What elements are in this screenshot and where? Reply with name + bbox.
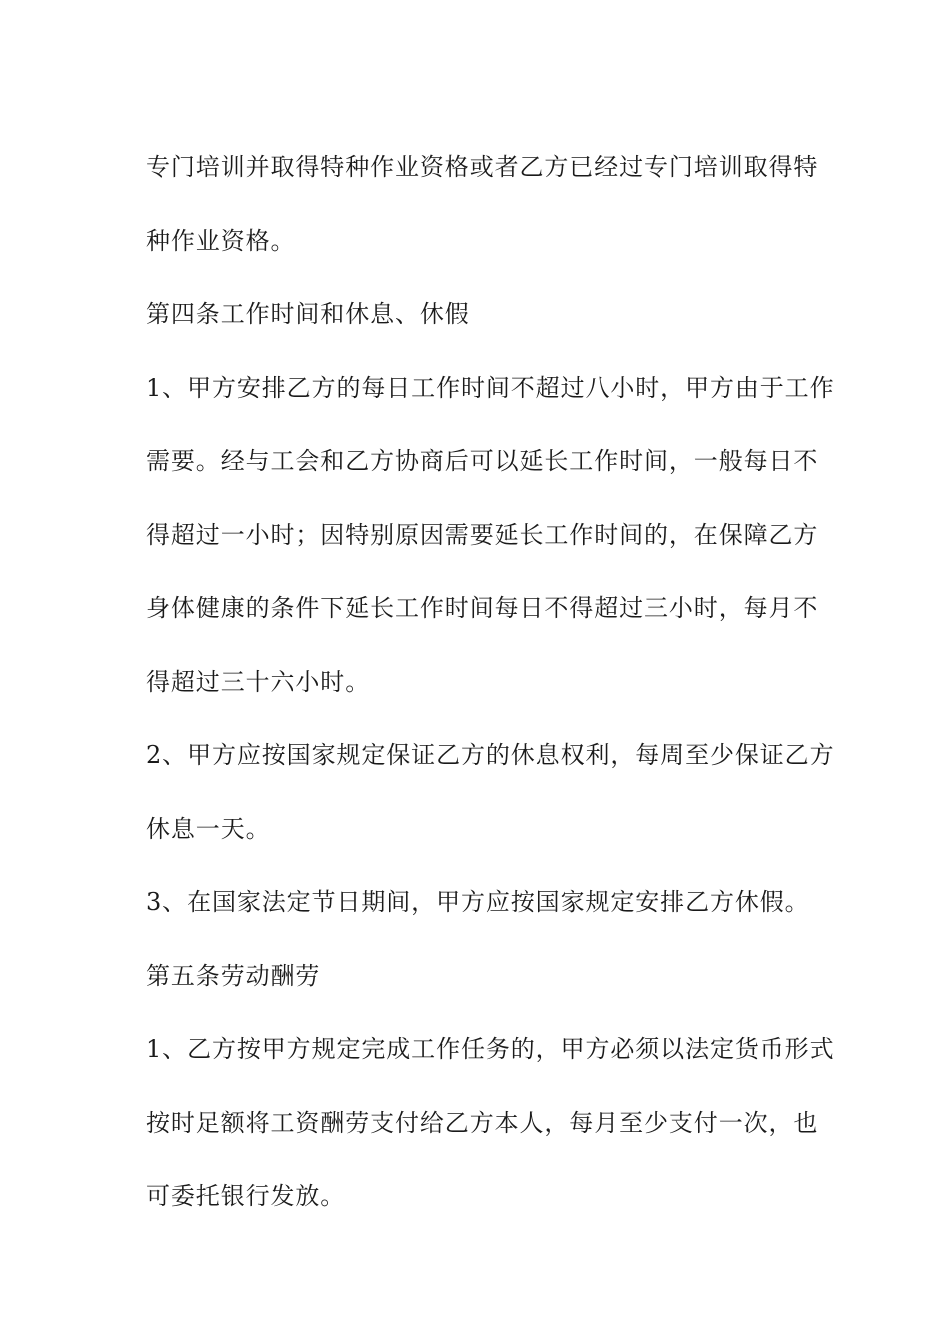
text-line: 1、甲方安排乙方的每日工作时间不超过八小时，甲方由于工作 [146, 373, 835, 402]
text-line: 休息一天。 [146, 814, 271, 843]
section-heading-article-5: 第五条劳动酬劳 [146, 961, 321, 990]
text-line: 按时足额将工资酬劳支付给乙方本人，每月至少支付一次，也 [146, 1108, 819, 1137]
document-body [146, 131, 835, 1234]
text-line: 种作业资格。 [146, 226, 296, 255]
text-line: 专门培训并取得特种作业资格或者乙方已经过专门培训取得特 [146, 153, 819, 181]
text-line: 2、甲方应按国家规定保证乙方的休息权利，每周至少保证乙方 [146, 741, 835, 769]
text-line: 得超过一小时；因特别原因需要延长工作时间的，在保障乙方 [146, 520, 819, 549]
text-line: 3、在国家法定节日期间，甲方应按国家规定安排乙方休假。 [146, 888, 810, 916]
text-line: 需要。经与工会和乙方协商后可以延长工作时间，一般每日不 [146, 447, 819, 475]
text-line: 身体健康的条件下延长工作时间每日不得超过三小时，每月不 [146, 594, 819, 622]
text-line: 得超过三十六小时。 [146, 667, 371, 696]
text-line: 1、乙方按甲方规定完成工作任务的，甲方必须以法定货币形式 [146, 1035, 835, 1063]
text-line: 可委托银行发放。 [146, 1182, 346, 1210]
section-heading-article-4: 第四条工作时间和休息、休假 [146, 300, 470, 328]
